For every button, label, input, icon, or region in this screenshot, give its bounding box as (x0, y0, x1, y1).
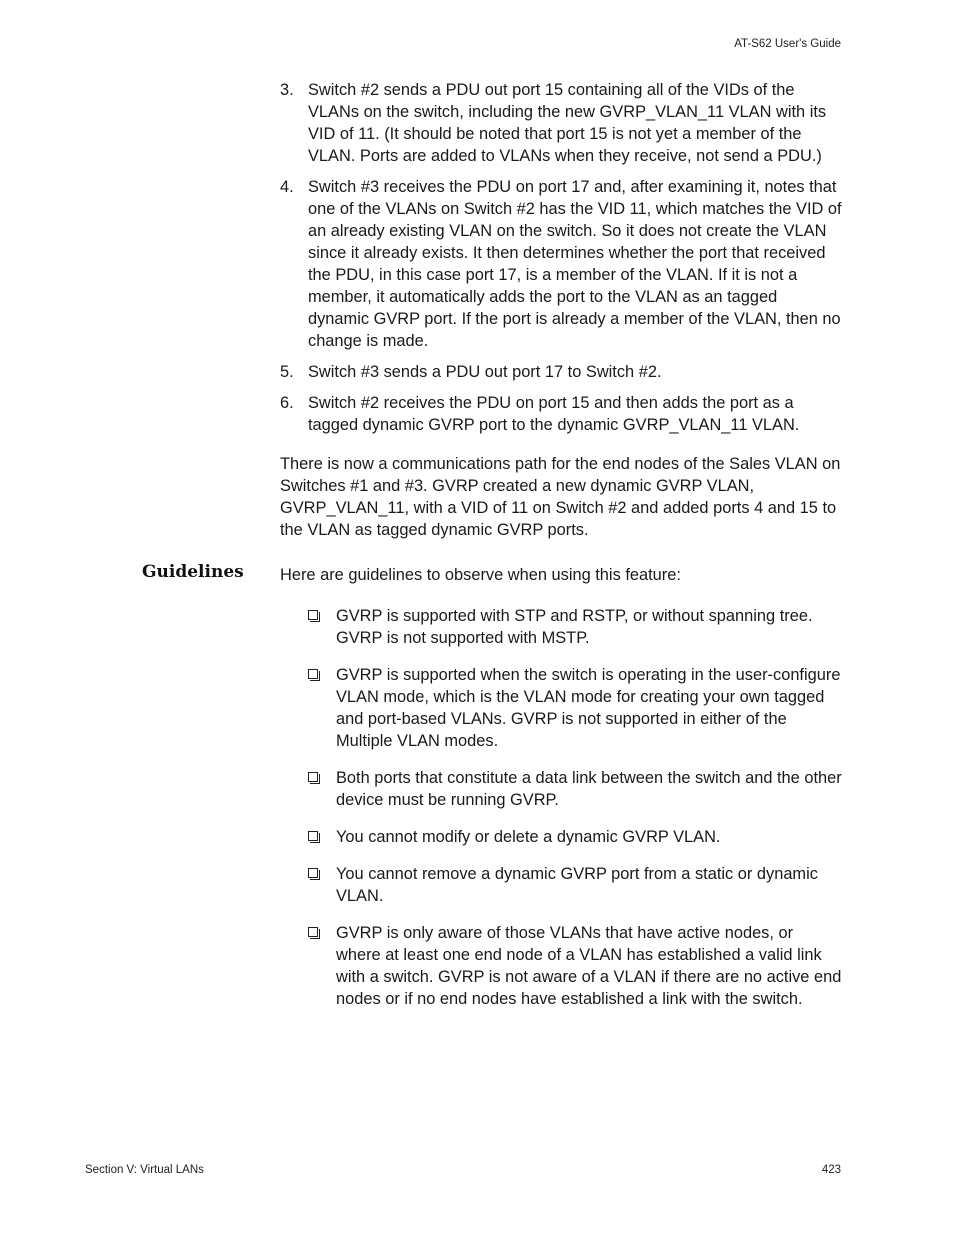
guideline-item (308, 605, 842, 649)
procedure-steps (280, 79, 842, 445)
checkbox-bullet-icon (308, 927, 318, 937)
step-item (280, 392, 842, 436)
checkbox-bullet-icon (308, 772, 318, 782)
running-header: AT-S62 User's Guide (734, 38, 841, 50)
step-text: Switch #2 sends a PDU out port 15 containing all of the VIDs of the VLANs on the switch, including the new GVRP_VLAN_11 VLAN with its VID of 11. (It should be noted that port 15 is not yet a member of the VLAN. Ports are added to VLANs when they receive, not send a PDU.) (308, 81, 827, 165)
guideline-text: You cannot modify or delete a dynamic GVRP VLAN. (336, 828, 721, 846)
step-item (280, 79, 842, 167)
section-heading: Guidelines (142, 562, 244, 582)
checkbox-bullet-icon (308, 610, 318, 620)
footer-section: Section V: Virtual LANs (85, 1164, 204, 1176)
guideline-item (308, 863, 842, 907)
guideline-text: GVRP is supported when the switch is operating in the user-configure VLAN mode, which is the VLAN mode for creating your own tagged and port-based VLANs. GVRP is not supported in either of the Multiple VLAN modes. (336, 666, 841, 750)
guidelines-intro: Here are guidelines to observe when using this feature: (280, 566, 681, 584)
guideline-text: Both ports that constitute a data link between the switch and the other device must be running GVRP. (336, 769, 842, 809)
checkbox-bullet-icon (308, 831, 318, 841)
step-number: 3. (280, 81, 294, 99)
step-item (280, 361, 842, 383)
summary-paragraph: There is now a communications path for the end nodes of the Sales VLAN on Switches #1 and #3. GVRP created a new dynamic GVRP VLAN, GVRP_VLAN_11, with a VID of 11 on Switch #2 and added ports 4 and 15 to the VLAN as tagged dynamic GVRP ports. (280, 455, 841, 539)
guideline-item (308, 664, 842, 752)
step-text: Switch #3 sends a PDU out port 17 to Switch #2. (308, 363, 662, 381)
step-text: Switch #2 receives the PDU on port 15 and then adds the port as a tagged dynamic GVRP port to the dynamic GVRP_VLAN_11 VLAN. (308, 394, 800, 434)
guideline-text: GVRP is only aware of those VLANs that have active nodes, or where at least one end node of a VLAN has established a valid link with a switch. GVRP is not aware of a VLAN if there are no active end nodes or if no end nodes have established a link with the switch. (336, 924, 842, 1008)
step-number: 4. (280, 178, 294, 196)
guidelines-list (308, 605, 842, 1025)
step-number: 5. (280, 363, 294, 381)
checkbox-bullet-icon (308, 868, 318, 878)
checkbox-bullet-icon (308, 669, 318, 679)
guideline-item (308, 826, 842, 848)
step-number: 6. (280, 394, 294, 412)
guideline-text: GVRP is supported with STP and RSTP, or without spanning tree. GVRP is not supported with MSTP. (336, 607, 813, 647)
guideline-text: You cannot remove a dynamic GVRP port from a static or dynamic VLAN. (336, 865, 818, 905)
step-item (280, 176, 842, 352)
page-number: 423 (821, 1164, 841, 1176)
guideline-item (308, 767, 842, 811)
step-text: Switch #3 receives the PDU on port 17 and, after examining it, notes that one of the VLANs on Switch #2 has the VID 11, which matches the VID of an already existing VLAN on the switch. So it does not create the VLAN since it already exists. It then determines whether the port that received the PDU, in this case port 17, is a member of the VLAN. If it is not a member, it automatically adds the port to the VLAN as an tagged dynamic GVRP port. If the port is already a member of the VLAN, then no change is made. (308, 178, 842, 350)
guideline-item (308, 922, 842, 1010)
